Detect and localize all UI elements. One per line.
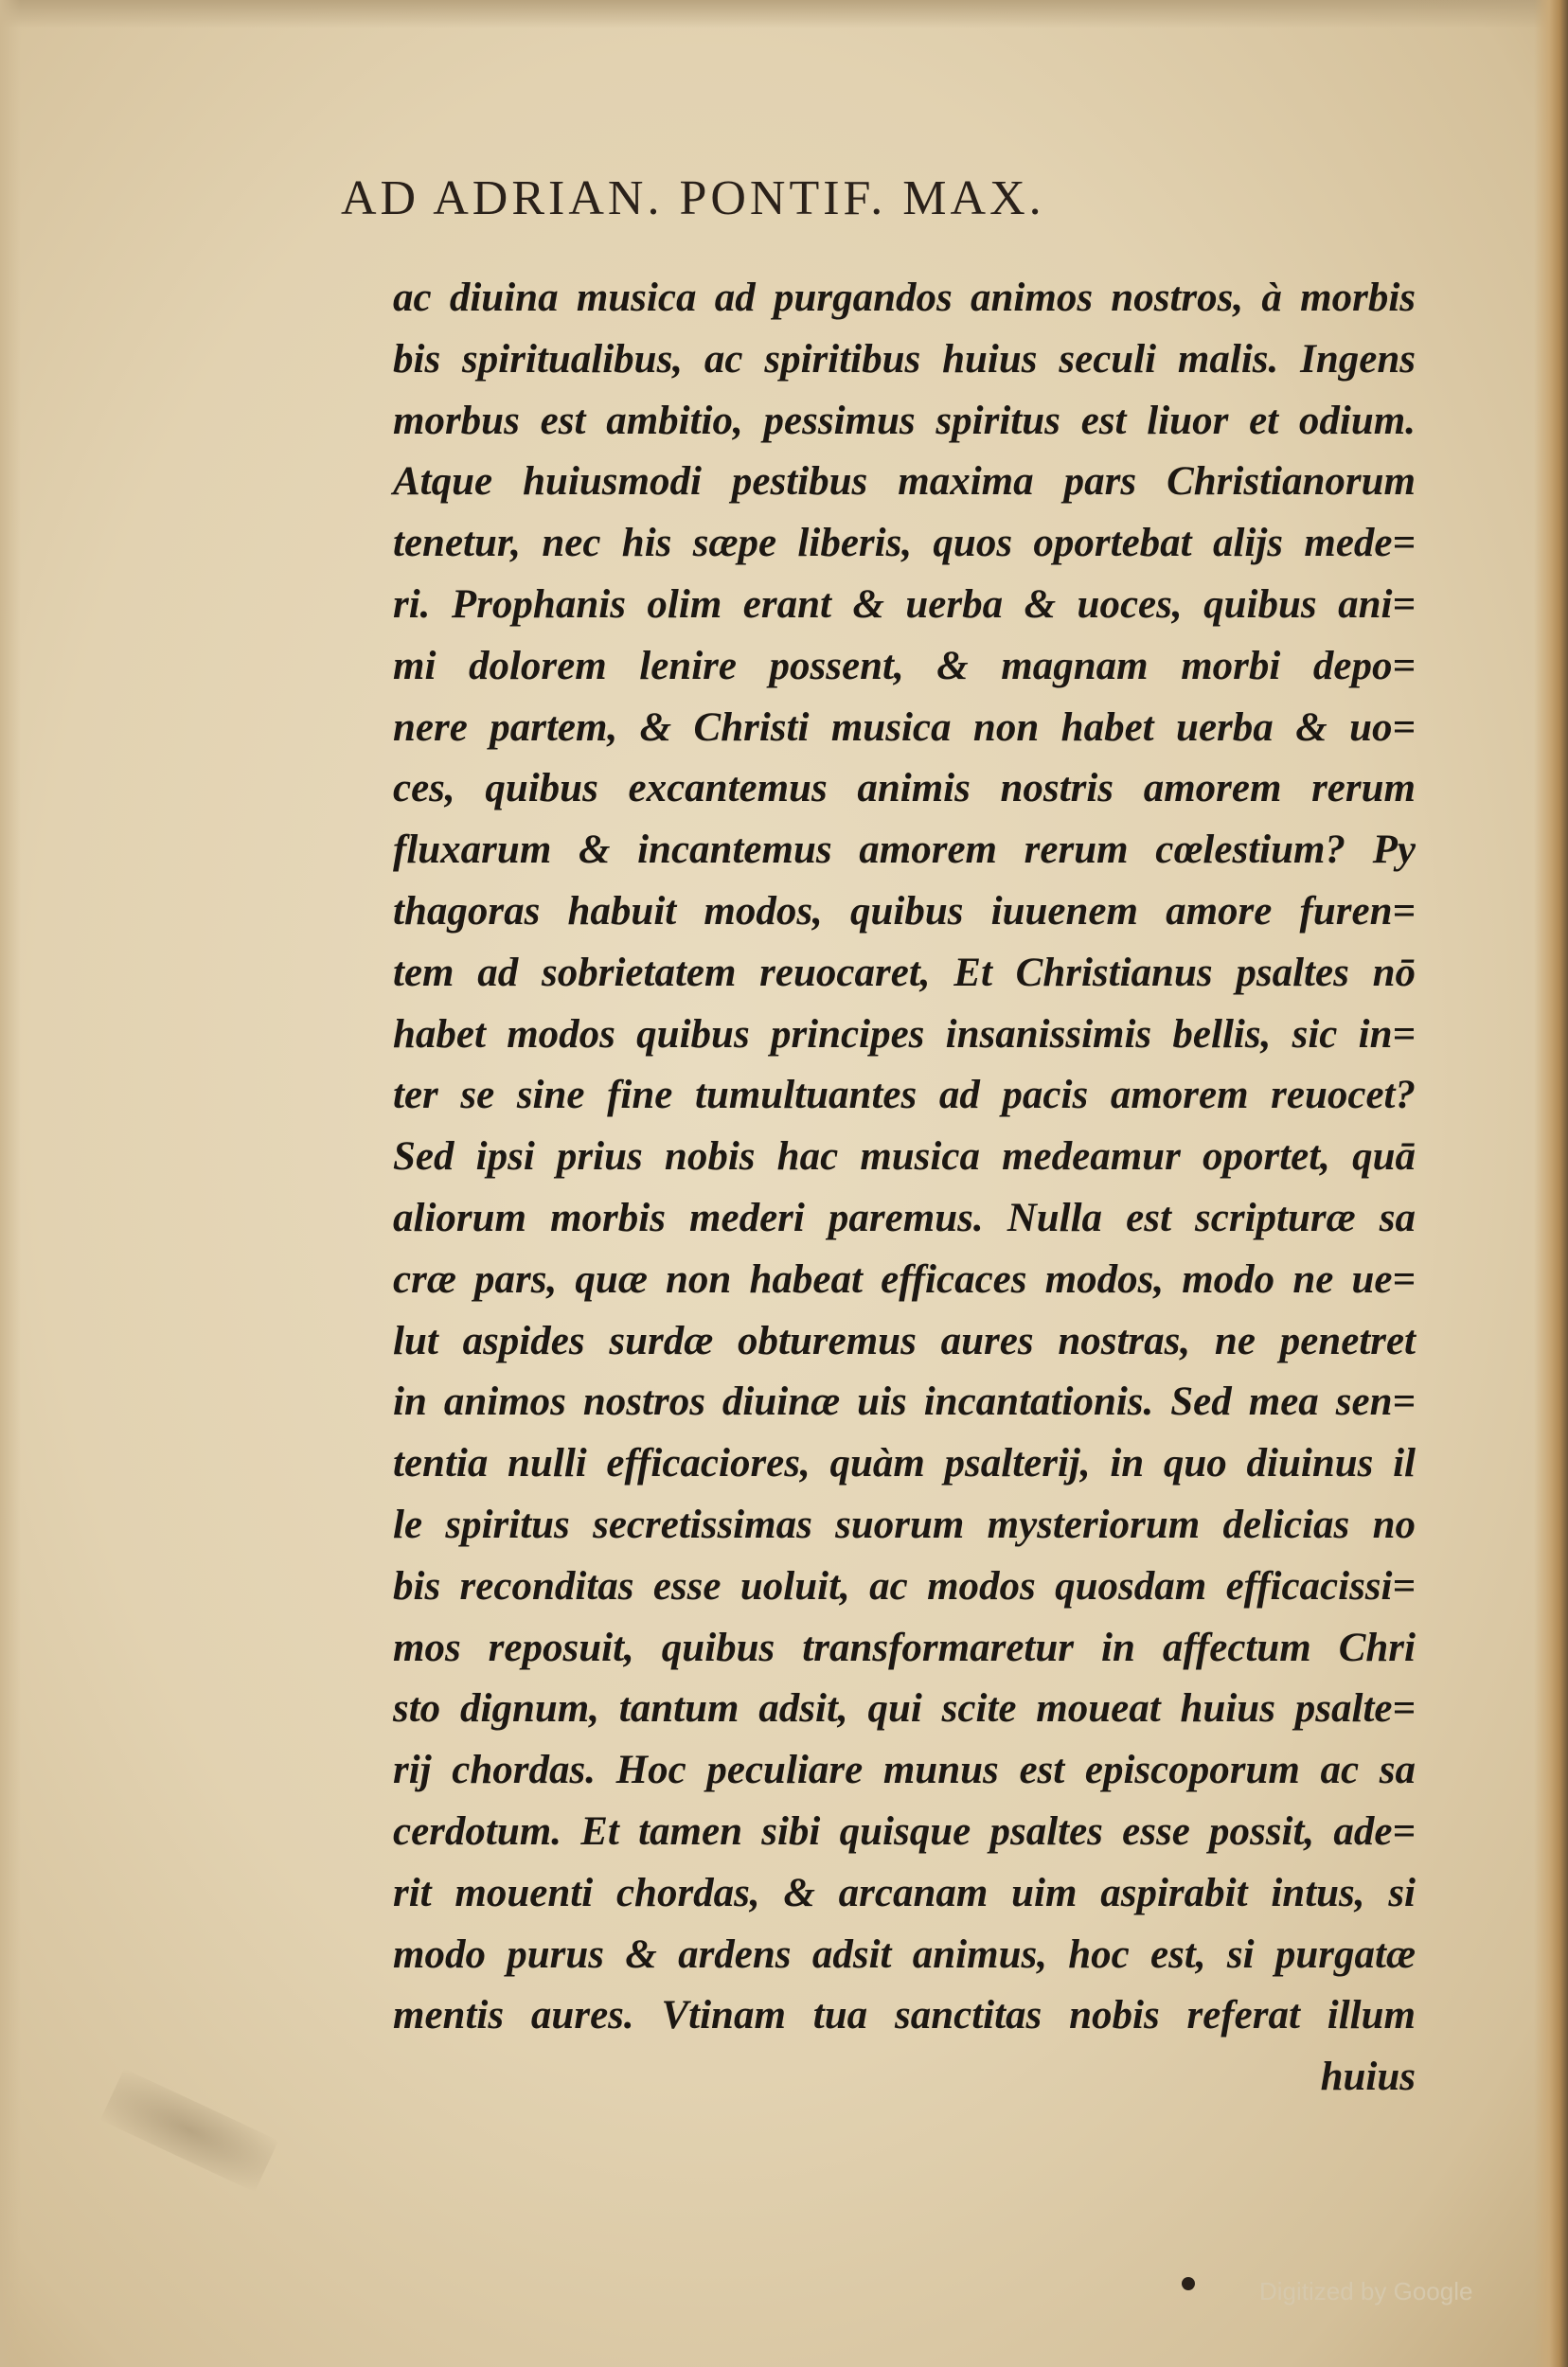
text-line: sto dignum, tantum adsit, qui scite moueat huius psalte= — [393, 1686, 1416, 1732]
paper-stain — [100, 2069, 278, 2192]
text-line: cerdotum. Et tamen sibi quisque psaltes esse possit, ade= — [393, 1808, 1416, 1854]
text-line: morbus est ambitio, pessimus spiritus est liuor et odium. — [393, 398, 1416, 443]
text-line: lut aspides surdæ obturemus aures nostras, ne penetret — [393, 1318, 1416, 1363]
text-line: thagoras habuit modos, quibus iuuenem amore furen= — [393, 888, 1416, 934]
ink-speck — [1182, 2277, 1195, 2290]
text-line: tem ad sobrietatem reuocaret, Et Christianus psaltes nō — [393, 950, 1416, 995]
page-top-edge — [0, 0, 1568, 28]
running-head: AD ADRIAN. PONTIF. MAX. — [341, 171, 1045, 225]
page-spine-shadow — [0, 0, 21, 2367]
text-line: modo purus & ardens adsit animus, hoc est, si purgatæ — [393, 1931, 1416, 1977]
catchword: huius — [1320, 2055, 1416, 2100]
text-line: le spiritus secretissimas suorum mysteriorum delicias no — [393, 1502, 1416, 1547]
text-line: cræ pars, quæ non habeat efficaces modos, modo ne ue= — [393, 1256, 1416, 1302]
text-line: in animos nostros diuinæ uis incantationis. Sed mea sen= — [393, 1379, 1416, 1425]
text-line: bis reconditas esse uoluit, ac modos quosdam efficacissi= — [393, 1563, 1416, 1609]
text-line: rij chordas. Hoc peculiare munus est episcoporum ac sa — [393, 1748, 1416, 1793]
text-line: mentis aures. Vtinam tua sanctitas nobis referat illum — [393, 1993, 1416, 2038]
text-line: bis spiritualibus, ac spiritibus huius seculi malis. Ingens — [393, 336, 1416, 382]
text-line: ac diuina musica ad purgandos animos nostros, à morbis — [393, 276, 1416, 320]
digitization-watermark: Digitized by Google — [1259, 2277, 1473, 2305]
text-line: rit mouenti chordas, & arcanam uim aspirabit intus, si — [393, 1870, 1416, 1915]
text-line: ces, quibus excantemus animis nostris amorem rerum — [393, 766, 1416, 811]
text-line: Sed ipsi prius nobis hac musica medeamur oportet, quā — [393, 1134, 1416, 1180]
text-line: nere partem, & Christi musica non habet uerba & uo= — [393, 704, 1416, 750]
text-line: aliorum morbis mederi paremus. Nulla est scripturæ sa — [393, 1195, 1416, 1240]
page-fore-edge — [1534, 0, 1568, 2367]
text-line: Atque huiusmodi pestibus maxima pars Christianorum — [393, 459, 1416, 505]
text-line: habet modos quibus principes insanissimis bellis, sic in= — [393, 1011, 1416, 1057]
text-line: mos reposuit, quibus transformaretur in affectum Chri — [393, 1625, 1416, 1670]
text-line: tenetur, nec his sæpe liberis, quos oportebat alijs mede= — [393, 521, 1416, 566]
text-line: ter se sine fine tumultuantes ad pacis amorem reuocet? — [393, 1073, 1416, 1118]
text-line: ri. Prophanis olim erant & uerba & uoces, quibus ani= — [393, 581, 1416, 627]
body-text — [393, 268, 1416, 2109]
text-line: mi dolorem lenire possent, & magnam morbi depo= — [393, 643, 1416, 688]
text-line: fluxarum & incantemus amorem rerum cœlestium? Py — [393, 828, 1416, 873]
text-line: tentia nulli efficaciores, quàm psalterij, in quo diuinus il — [393, 1441, 1416, 1486]
